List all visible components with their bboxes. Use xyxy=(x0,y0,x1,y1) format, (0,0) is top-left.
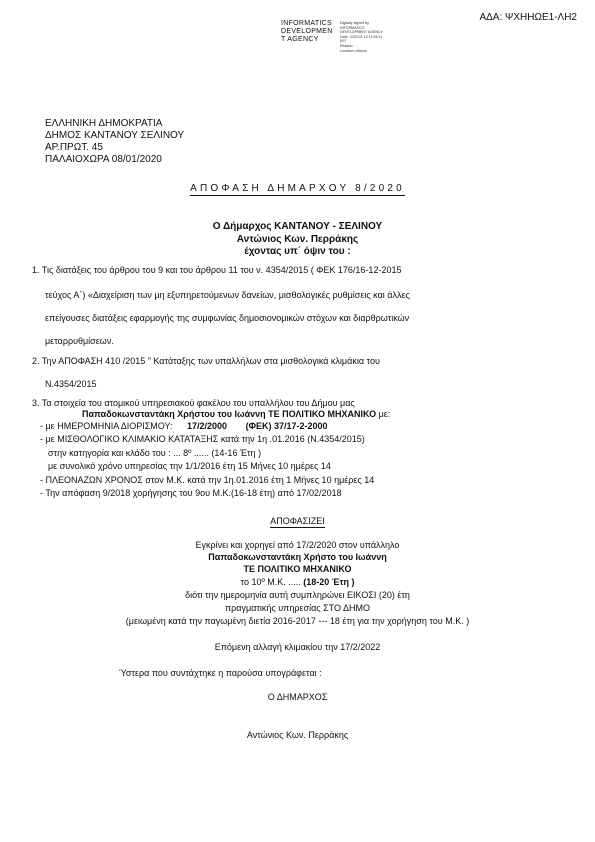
grant-note-line: (μειωμένη κατά την παγωμένη διετία 2016-2017 --- 18 έτη για την χορήγηση του Μ.Κ. ) xyxy=(125,616,470,626)
digital-signature-stamp xyxy=(281,20,384,53)
appointment-fek: (ΦΕΚ) 37/17-2-2000 xyxy=(245,421,328,431)
decision-title xyxy=(0,183,595,194)
grant-service-line: πραγματικής υπηρεσίας ΣΤΟ ΔΗΜΟ xyxy=(224,603,371,613)
item-3-line-1: 3. Τα στοιχεία του ατομικού υπηρεσιακού φακέλου του υπαλλήλου του Δήμου μας xyxy=(32,398,355,408)
signed-line: Ύστερα που συντάχτηκε η παρούσα υπογράφεται : xyxy=(119,668,322,678)
header-line-date: ΠΑΛΑΙΟΧΩΡΑ 08/01/2020 xyxy=(45,154,162,165)
grant-reason-line: διότι την ημερομηνία αυτή συμπληρώνει ΕΙΚΟΣΙ (20) έτη xyxy=(185,590,410,600)
appointment-label: - με ΗΜΕΡΟΜΗΝΙΑ ΔΙΟΡΙΣΜΟΥ: xyxy=(40,421,173,431)
item-1-line-4: μεταρρυθμίσεων. xyxy=(45,336,114,346)
decision-title-text: ΑΠΟΦΑΣΗ ΔΗΜΑΡΧΟΥ 8/2020 xyxy=(190,183,405,194)
header-line-republic: ΕΛΛΗΝΙΚΗ ΔΗΜΟΚΡΑΤΙΑ xyxy=(45,118,163,129)
signature-org-line: INFORMATICS xyxy=(281,20,333,27)
category-line: στην κατηγορία και κλάδο του : ... 8º ...... (14-16 Έτη ) xyxy=(48,448,262,458)
signature-details xyxy=(340,21,383,53)
signature-detail-line: EET xyxy=(340,39,347,44)
item-1-line-3: επείγουσες διατάξεις εφαρμογής της συμφωνίας δημοσιονομικών στόχων και διαρθρωτικών xyxy=(45,313,410,323)
mayor-name: Αντώνιος Κων. Περράκης xyxy=(236,234,359,245)
document-header xyxy=(45,118,184,166)
item-1-line-1: 1. Τις διατάξεις του άρθρου του 9 και του άρθρου 11 του ν. 4354/2015 ( ΦΕΚ 176/16-12-2015 xyxy=(32,265,402,275)
appointment-line xyxy=(40,421,328,431)
item-2-line-2: Ν.4354/2015 xyxy=(45,379,97,389)
signature-detail-line: Location: Athens xyxy=(340,48,367,53)
signatory-title: Ο ΔΗΜΑΡΧΟΣ xyxy=(267,692,328,702)
signature-detail-line: Date: 2020.01.13 11:25:21 xyxy=(340,34,383,39)
considering-line: έχοντας υπ΄ όψιν του : xyxy=(244,246,351,257)
employee-line xyxy=(82,409,390,419)
header-line-municipality: ΔΗΜΟΣ ΚΑΝΤΑΝΟΥ ΣΕΛΙΝΟΥ xyxy=(45,130,185,141)
ada-code: ΑΔΑ: ΨΧΗΗΩΕ1-ΛΗ2 xyxy=(479,12,577,23)
salary-grade-line: - με ΜΙΣΘΟΛΟΓΙΚΟ ΚΛΙΜΑΚΙΟ ΚΑΤΑΤΑΞΗΣ κατά την 1η .01.2016 (Ν.4354/2015) xyxy=(40,434,365,444)
next-change-line: Επόμενη αλλαγή κλιμακίου την 17/2/2022 xyxy=(214,642,381,652)
header-line-protocol: ΑΡ.ΠΡΩΤ. 45 xyxy=(45,142,103,153)
surplus-time-line: - ΠΛΕΟΝΑΖΩΝ ΧΡΟΝΟΣ στον Μ.Κ. κατά την 1η.01.2016 έτη 1 Μήνες 10 ημέρες 14 xyxy=(40,475,375,485)
employee-suffix: με: xyxy=(376,409,391,419)
total-service-line: με συνολικό χρόνο υπηρεσίας την 1/1/2016 έτη 15 Μήνες 10 ημέρες 14 xyxy=(48,461,331,471)
signatory-name: Αντώνιος Κων. Περράκης xyxy=(246,730,349,740)
signature-detail-line: Digitally signed by xyxy=(340,21,369,25)
signature-org-line: DEVELOPMEN xyxy=(281,28,333,35)
grant-grade: το 10º Μ.Κ. ..... xyxy=(240,577,304,587)
signature-org-line: T AGENCY xyxy=(281,36,319,43)
item-2-line-1: 2. Την ΑΠΟΦΑΣΗ 410 /2015 " Κατάταξης των υπαλλήλων στα μισθολογικά κλιμάκια του xyxy=(32,356,380,366)
grant-grade-line xyxy=(0,577,595,587)
signature-detail-line: INFORMATICS xyxy=(340,25,365,30)
decides-heading xyxy=(0,516,595,526)
grant-grade-years: (18-20 Έτη ) xyxy=(303,577,355,587)
signature-detail-line: Reason: xyxy=(340,43,354,48)
signature-detail-line: DEVELOPMENT AGENCY xyxy=(340,30,384,35)
decides-text: ΑΠΟΦΑΣΙΖΕΙ xyxy=(270,516,325,526)
grant-employee-name: Παπαδοκωνσταντάκη Χρήστο του Ιωάννη xyxy=(208,552,387,562)
item-1-line-2: τεύχος Α΄) «Διαχείριση των μη εξυπηρετούμενων δανείων, μισθολογικές ρυθμίσεις και άλλες xyxy=(45,290,410,300)
appointment-date: 17/2/2000 xyxy=(187,421,228,431)
grant-employee-specialty: ΤΕ ΠΟΛΙΤΙΚΟ ΜΗΧΑΝΙΚΟ xyxy=(243,564,352,574)
mayor-line: Ο Δήμαρχος ΚΑΝΤΑΝΟΥ - ΣΕΛΙΝΟΥ xyxy=(212,221,383,232)
employee-name: Παπαδοκωνσταντάκη Χρήστου του Ιωάννη ΤΕ ΠΟΛΙΤΙΚΟ ΜΗΧΑΝΙΚΟ xyxy=(82,409,377,419)
previous-decision-line: - Την απόφαση 9/2018 χορήγησης του 9ου Μ.Κ.(16-18 έτη) από 17/02/2018 xyxy=(40,488,342,498)
grant-line-1: Εγκρίνει και χορηγεί από 17/2/2020 στον υπάλληλο xyxy=(195,540,400,550)
